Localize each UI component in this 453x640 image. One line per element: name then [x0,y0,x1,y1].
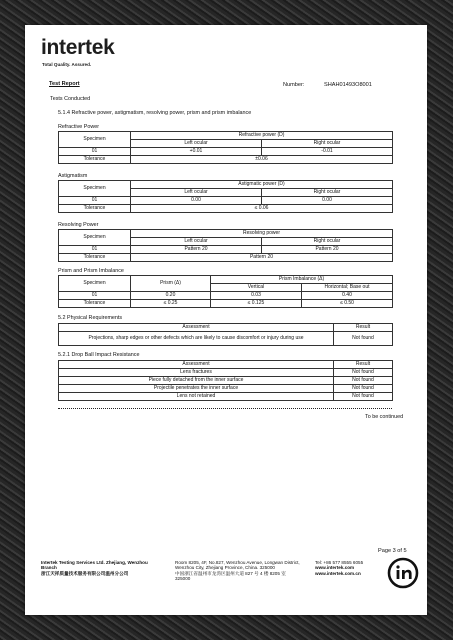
dropball-heading: 5.2.1 Drop Ball Impact Resistance [58,352,140,358]
col-vertical: Vertical [211,284,302,292]
col-specimen: Specimen [59,276,131,292]
row-id: 01 [59,148,131,156]
dropball-result: Not found [334,385,393,393]
tolerance-label: Tolerance [59,300,131,308]
footer-company-name: Intertek Testing Services Ltd. Zhejiang, Wenzhou Branch [41,560,148,571]
footer-company [41,560,161,576]
report-number-label: Number: [283,82,305,88]
col-left: Left ocular [131,238,262,246]
vertical-value: 0.03 [211,292,302,300]
col-specimen: Specimen [59,132,131,148]
footer-company-cn: 浙江天祥质量技术服务有限公司温州分公司 [41,570,129,576]
refractive-table [58,131,393,164]
col-right: Right ocular [262,238,393,246]
left-value: Pattern 20 [131,246,262,254]
col-right: Right ocular [262,189,393,197]
col-left: Left ocular [131,140,262,148]
row-id: 01 [59,246,131,254]
tolerance-label: Tolerance [59,156,131,164]
tests-conducted-heading: Tests Conducted [50,96,91,102]
footer-postcode: 325000 [175,576,191,582]
dropball-item: Piece fully detached from the inner surface [59,377,334,385]
intertek-badge-icon [387,557,419,589]
physical-heading: 5.2 Physical Requirements [58,315,123,321]
col-group: Astigmatic power (D) [131,181,393,189]
dropball-result: Not found [334,369,393,377]
resolving-table [58,229,393,262]
dropball-result: Not found [334,377,393,385]
dropball-table [58,360,393,401]
footer-address-cn: 中国浙江省温州市龙湾区温州大道 827 号 4 楼 8205 室 [175,570,286,576]
col-specimen: Specimen [59,181,131,197]
tolerance-prism: ≤ 0.25 [131,300,211,308]
physical-table [58,323,393,346]
col-horizontal: Horizontal; Base out [302,284,393,292]
tolerance-horizontal: ≤ 0.50 [302,300,393,308]
report-title: Test Report [49,81,80,87]
report-number-value: SHAH01493O8001 [324,82,372,88]
footer-tel: Tel: +86 577 8555 6055 [315,560,364,565]
footer-web-cn[interactable]: www.intertek.com.cn [315,570,361,576]
dropball-item: Lens fractures [59,369,334,377]
col-assessment: Assessment [59,324,334,332]
tolerance-vertical: ≤ 0.125 [211,300,302,308]
col-left: Left ocular [131,189,262,197]
left-value: 0.00 [131,197,262,205]
col-result: Result [334,324,393,332]
section-514-heading: 5.1.4 Refractive power, astigmatism, resolving power, prism and prism imbalance [58,110,252,116]
physical-item: Projections, sharp edges or other defects which are likely to cause discomfort or injury during use [59,332,334,346]
left-value: +0.01 [131,148,262,156]
dropball-item: Projectile penetrates the inner surface [59,385,334,393]
astigmatism-table [58,180,393,213]
tolerance-value: ±0.06 [131,156,393,164]
right-value: 0.00 [262,197,393,205]
col-prism: Prism (Δ) [131,276,211,292]
footer-address [175,560,310,582]
tolerance-value: ≤ 0.06 [131,205,393,213]
col-right: Right ocular [262,140,393,148]
prism-heading: Prism and Prism Imbalance [58,268,124,274]
col-group: Resolving power [131,230,393,238]
to-be-continued: To be continued [365,414,404,420]
physical-item-result: Not found [334,332,393,346]
page-number: Page 3 of 5 [378,548,407,554]
table-row [59,385,393,393]
col-imbalance: Prism Imbalance (Δ) [211,276,393,284]
table-row [59,377,393,385]
tolerance-value: Pattern 20 [131,254,393,262]
right-value: -0.01 [262,148,393,156]
prism-table [58,275,393,308]
row-id: 01 [59,292,131,300]
footer-contact [315,560,385,576]
footer-address-en: Room 8205, 4F, No.827, Wenzhou Avenue, Longwan District, Wenzhou City, Zhejiang Province, China. 325000 [175,560,300,571]
row-id: 01 [59,197,131,205]
tolerance-label: Tolerance [59,205,131,213]
table-row [59,369,393,377]
report-page [25,25,427,615]
col-assessment: Assessment [59,361,334,369]
astigmatism-heading: Astigmatism [58,173,88,179]
col-specimen: Specimen [59,230,131,246]
horizontal-value: 0.40 [302,292,393,300]
table-row [59,393,393,401]
col-group: Refractive power (D) [131,132,393,140]
right-value: Pattern 20 [262,246,393,254]
dotted-divider [58,408,392,409]
footer-web-com[interactable]: www.intertek.com [315,565,355,571]
resolving-heading: Resolving Power [58,222,99,228]
col-result: Result [334,361,393,369]
intertek-logo: intertek [41,36,115,59]
tolerance-label: Tolerance [59,254,131,262]
brand-tagline: Total Quality. Assured. [42,62,92,67]
prism-value: 0.20 [131,292,211,300]
refractive-heading: Refractive Power [58,124,100,130]
dropball-result: Not found [334,393,393,401]
dropball-item: Lens not retained [59,393,334,401]
